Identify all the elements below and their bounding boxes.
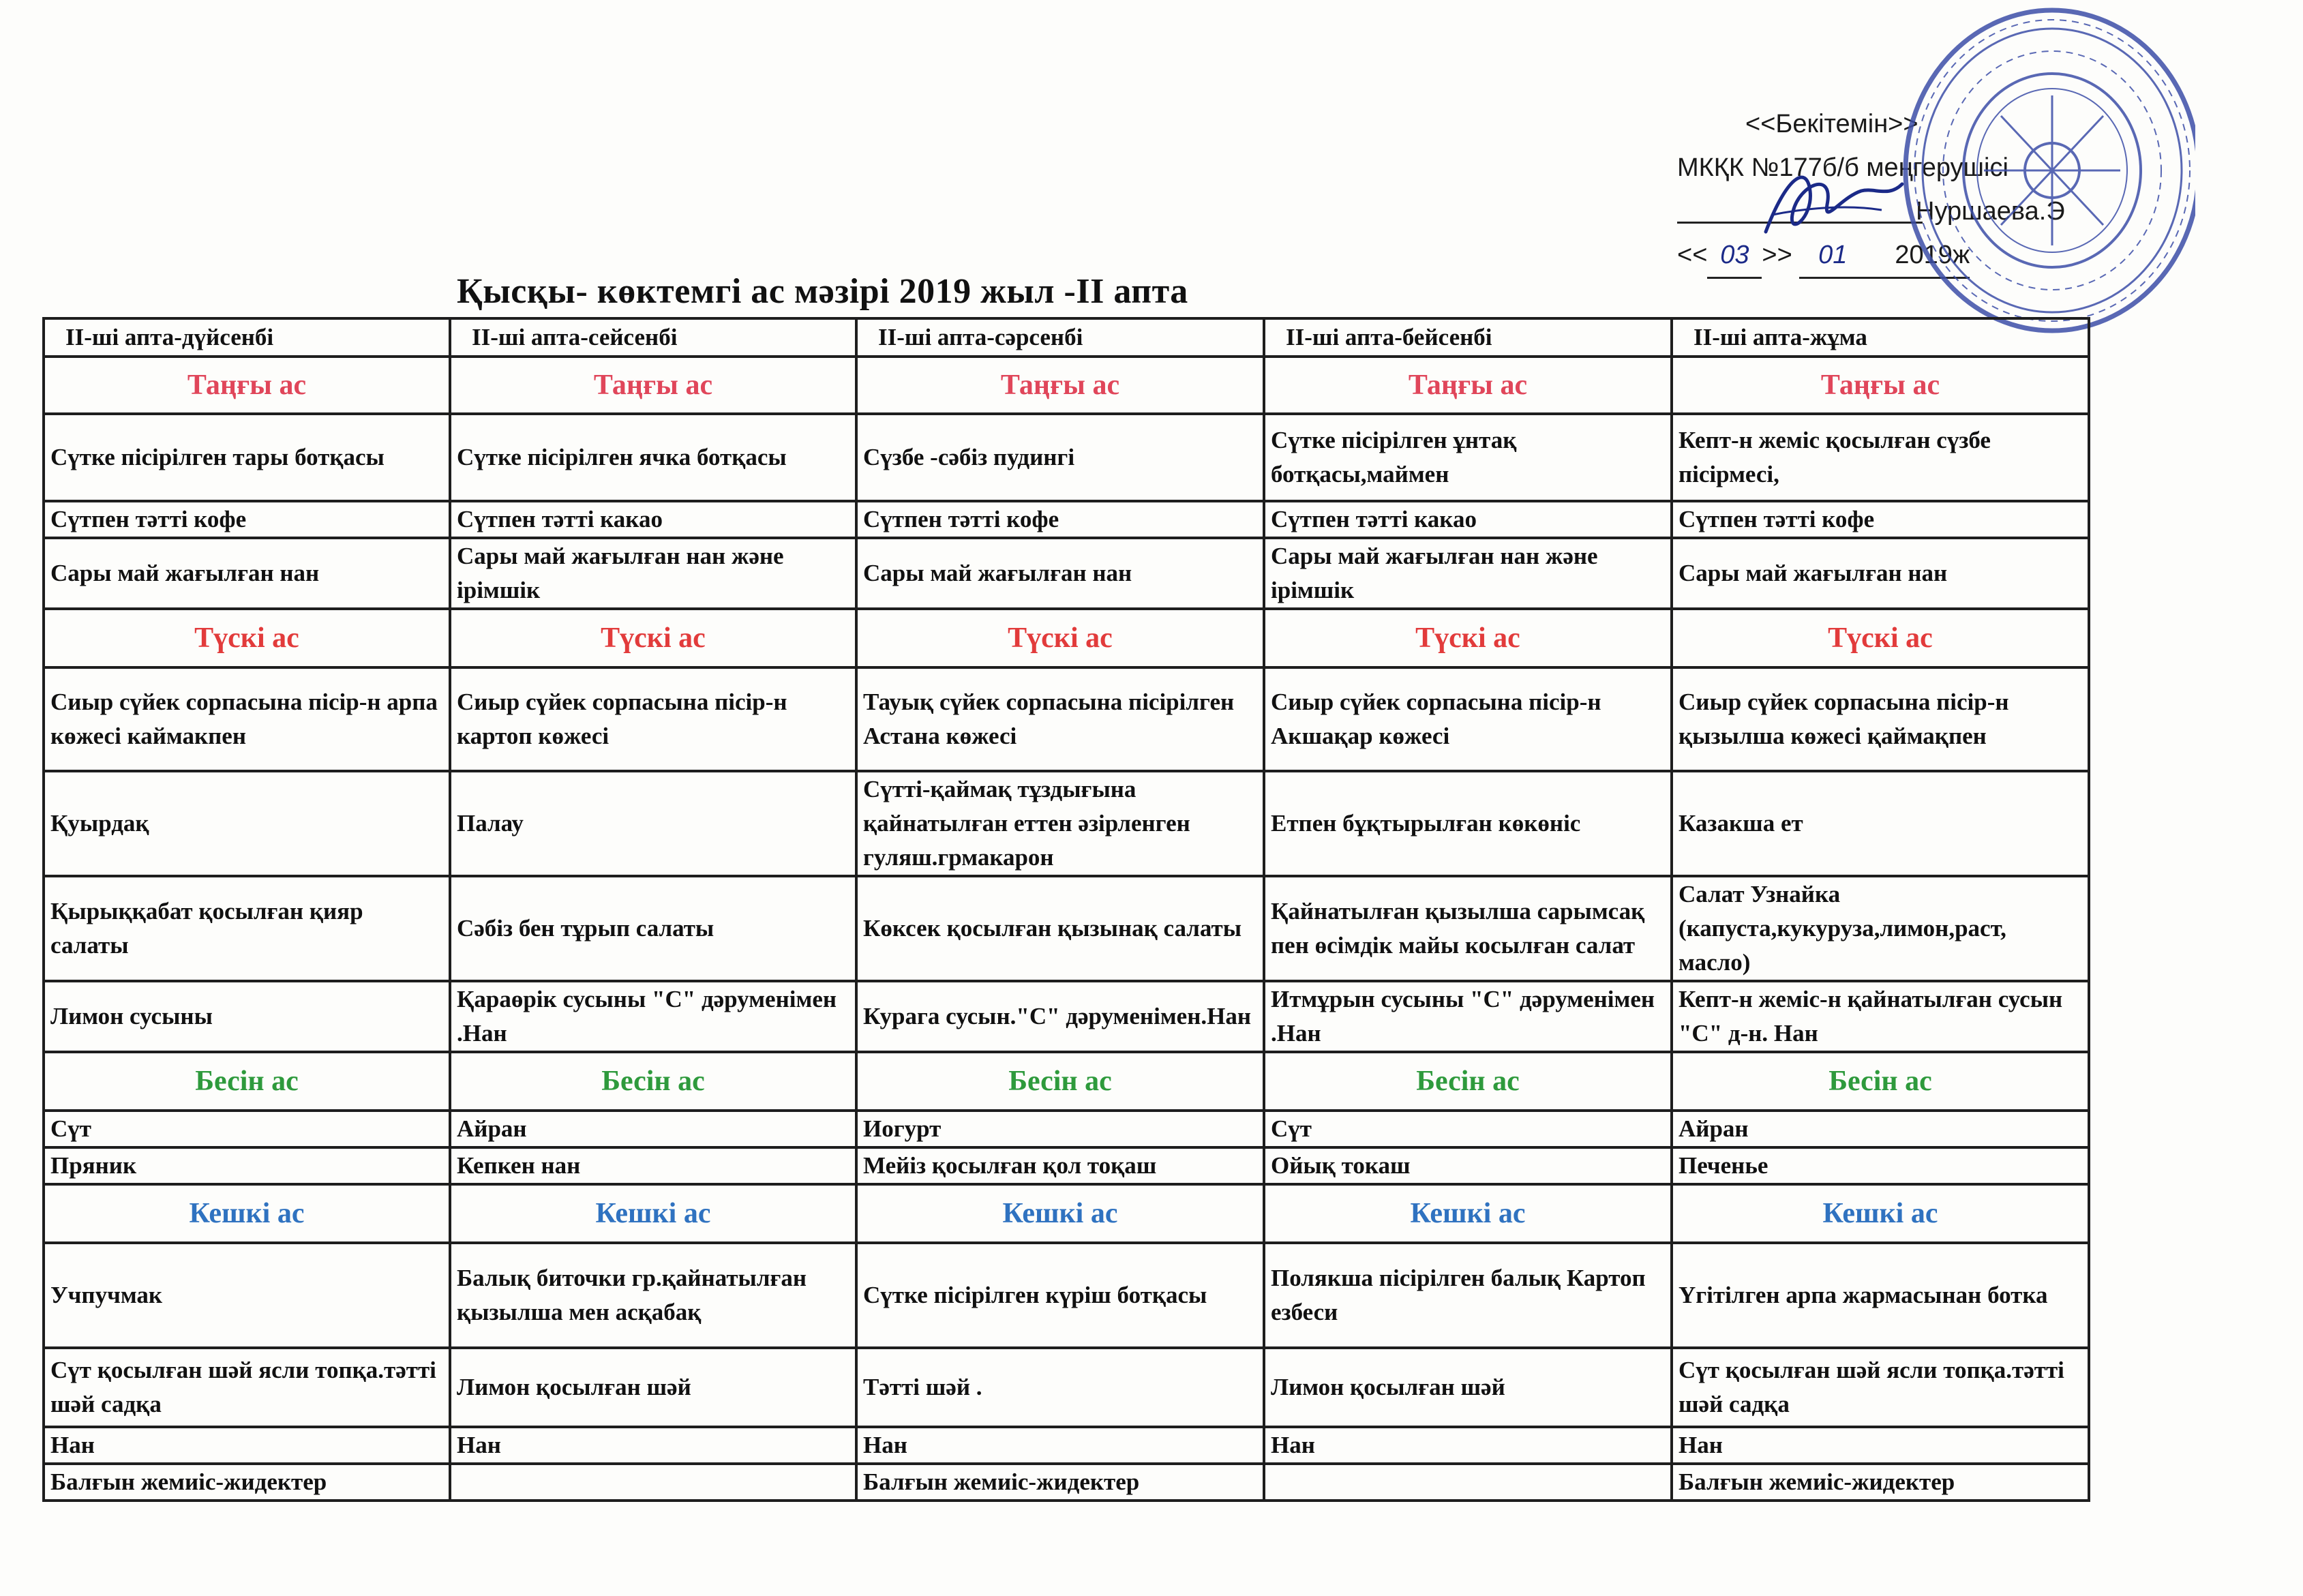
menu-cell: Сүт bbox=[44, 1111, 450, 1147]
menu-cell: Нан bbox=[450, 1427, 856, 1464]
meal-heading-cell: Таңғы ас bbox=[44, 357, 450, 414]
menu-row bbox=[44, 1348, 2089, 1427]
menu-cell: Етпен бұқтырылған көкөніс bbox=[1264, 771, 1672, 876]
date-year: 2019ж bbox=[1895, 241, 1970, 269]
menu-cell: Итмұрын сусыны "С" дәруменімен .Нан bbox=[1264, 981, 1672, 1052]
menu-cell: Палау bbox=[450, 771, 856, 876]
menu-cell: Кепкен нан bbox=[450, 1147, 856, 1184]
date-month: 01 bbox=[1818, 241, 1848, 269]
menu-cell: Лимон сусыны bbox=[44, 981, 450, 1052]
meal-heading-cell: Бесін ас bbox=[1264, 1052, 1672, 1111]
day-header-cell: II-ші апта-сейсенбі bbox=[450, 318, 856, 357]
meal-heading-row-lunch bbox=[44, 609, 2089, 667]
meal-heading-row-snack bbox=[44, 1052, 2089, 1111]
meal-heading-cell: Түскі ас bbox=[450, 609, 856, 667]
menu-cell: Сүт bbox=[1264, 1111, 1672, 1147]
menu-cell: Сары май жағылған нан және ірімшік bbox=[1264, 538, 1672, 609]
menu-cell: Нан bbox=[856, 1427, 1264, 1464]
menu-cell: Сары май жағылған нан bbox=[856, 538, 1264, 609]
menu-row bbox=[44, 771, 2089, 876]
menu-cell: Сүтпен тәтті кофе bbox=[1672, 501, 2089, 538]
meal-heading-cell: Кешкі ас bbox=[856, 1184, 1264, 1243]
meal-heading-cell: Кешкі ас bbox=[1264, 1184, 1672, 1243]
page-title: Қысқы- көктемгі ас мәзірі 2019 жыл -II апта bbox=[457, 272, 1188, 311]
menu-cell: Полякша пісірілген балық Картоп езбеси bbox=[1264, 1243, 1672, 1348]
menu-cell: Сүт қосылған шәй ясли топқа.тәтті шәй садқа bbox=[44, 1348, 450, 1427]
menu-cell: Пряник bbox=[44, 1147, 450, 1184]
menu-cell: Көксек қосылған қызынақ салаты bbox=[856, 876, 1264, 981]
menu-cell: Тауық сүйек сорпасына пісірілген Астана көжесі bbox=[856, 667, 1264, 771]
menu-cell: Сиыр сүйек сорпасына пісір-н арпа көжесі каймакпен bbox=[44, 667, 450, 771]
menu-cell: Кепт-н жеміс-н қайнатылған сусын "С" д-н. Нан bbox=[1672, 981, 2089, 1052]
menu-cell: Айран bbox=[1672, 1111, 2089, 1147]
menu-cell: Қырыққабат қосылған қияр салаты bbox=[44, 876, 450, 981]
menu-cell: Сары май жағылған нан bbox=[1672, 538, 2089, 609]
menu-cell: Айран bbox=[450, 1111, 856, 1147]
day-header-cell: II-ші апта-сәрсенбі bbox=[856, 318, 1264, 357]
menu-row bbox=[44, 667, 2089, 771]
menu-cell: Сүтпен тәтті какао bbox=[1264, 501, 1672, 538]
menu-row bbox=[44, 981, 2089, 1052]
menu-cell: Мейіз қосылған қол тоқаш bbox=[856, 1147, 1264, 1184]
menu-row bbox=[44, 876, 2089, 981]
menu-cell: Сүтті-қаймақ тұздығына қайнатылған еттен әзірленген гуляш.грмакарон bbox=[856, 771, 1264, 876]
menu-row bbox=[44, 414, 2089, 501]
day-header-cell: II-ші апта-жұма bbox=[1672, 318, 2089, 357]
meal-heading-cell: Таңғы ас bbox=[1672, 357, 2089, 414]
menu-cell: Нан bbox=[1672, 1427, 2089, 1464]
meal-heading-cell: Түскі ас bbox=[1264, 609, 1672, 667]
menu-cell: Балғын жемиіс-жидектер bbox=[1672, 1464, 2089, 1501]
menu-cell: Печенье bbox=[1672, 1147, 2089, 1184]
menu-row bbox=[44, 1111, 2089, 1147]
menu-cell: Балық биточки гр.қайнатылған қызылша мен асқабақ bbox=[450, 1243, 856, 1348]
menu-cell: Балғын жемиіс-жидектер bbox=[856, 1464, 1264, 1501]
menu-cell: Сиыр сүйек сорпасына пісір-н қызылша көжесі қаймақпен bbox=[1672, 667, 2089, 771]
meal-heading-cell: Таңғы ас bbox=[856, 357, 1264, 414]
meal-heading-cell: Түскі ас bbox=[856, 609, 1264, 667]
menu-cell: Нан bbox=[44, 1427, 450, 1464]
menu-cell: Лимон қосылған шәй bbox=[1264, 1348, 1672, 1427]
day-header-row bbox=[44, 318, 2089, 357]
meal-heading-cell: Түскі ас bbox=[1672, 609, 2089, 667]
menu-cell: Сары май жағылған нан және ірімшік bbox=[450, 538, 856, 609]
menu-cell: Сүтке пісірілген ячка ботқасы bbox=[450, 414, 856, 501]
date-open-quote: << bbox=[1677, 241, 1708, 269]
meal-heading-cell: Таңғы ас bbox=[450, 357, 856, 414]
meal-heading-cell: Түскі ас bbox=[44, 609, 450, 667]
menu-cell: Сары май жағылған нан bbox=[44, 538, 450, 609]
meal-heading-cell: Кешкі ас bbox=[44, 1184, 450, 1243]
menu-cell: Сүт қосылған шәй ясли топқа.тәтті шәй садқа bbox=[1672, 1348, 2089, 1427]
menu-cell: Тәтті шәй . bbox=[856, 1348, 1264, 1427]
menu-cell: Қайнатылған қызылша сарымсақ пен өсімдік майы косылған салат bbox=[1264, 876, 1672, 981]
approval-heading: <<Бекітемін>> bbox=[1745, 110, 1918, 138]
meal-heading-cell: Бесін ас bbox=[450, 1052, 856, 1111]
meal-heading-row-breakfast bbox=[44, 357, 2089, 414]
meal-heading-row-dinner bbox=[44, 1184, 2089, 1243]
menu-cell: Сүтпен тәтті кофе bbox=[44, 501, 450, 538]
menu-cell: Лимон қосылған шәй bbox=[450, 1348, 856, 1427]
day-header-cell: II-ші апта-бейсенбі bbox=[1264, 318, 1672, 357]
menu-cell: Балғын жемиіс-жидектер bbox=[44, 1464, 450, 1501]
menu-cell: Ойық токаш bbox=[1264, 1147, 1672, 1184]
menu-cell: Сүтке пісірілген тары ботқасы bbox=[44, 414, 450, 501]
menu-cell: Қараөрік сусыны "С" дәруменімен .Нан bbox=[450, 981, 856, 1052]
menu-cell: Салат Узнайка (капуста,кукуруза,лимон,раст, масло) bbox=[1672, 876, 2089, 981]
approval-signer-name: Нуршаева.Э bbox=[1664, 190, 2100, 233]
menu-cell: Иогурт bbox=[856, 1111, 1264, 1147]
day-header-cell: II-ші апта-дүйсенбі bbox=[44, 318, 450, 357]
menu-row bbox=[44, 501, 2089, 538]
approval-position: МКҚК №177б/б меңгерушісі bbox=[1677, 153, 2008, 182]
menu-row bbox=[44, 1427, 2089, 1464]
menu-cell: Сиыр сүйек сорпасына пісір-н Акшақар көжесі bbox=[1264, 667, 1672, 771]
menu-cell: Курага сусын."С" дәруменімен.Нан bbox=[856, 981, 1264, 1052]
menu-cell: Сүтпен тәтті кофе bbox=[856, 501, 1264, 538]
menu-cell: Сүтпен тәтті какао bbox=[450, 501, 856, 538]
menu-cell: Үгітілген арпа жармасынан ботка bbox=[1672, 1243, 2089, 1348]
meal-heading-cell: Таңғы ас bbox=[1264, 357, 1672, 414]
menu-cell bbox=[1264, 1464, 1672, 1501]
meal-heading-cell: Кешкі ас bbox=[450, 1184, 856, 1243]
menu-cell: Казакша ет bbox=[1672, 771, 2089, 876]
menu-cell: Қуырдақ bbox=[44, 771, 450, 876]
menu-cell: Сәбіз бен тұрып салаты bbox=[450, 876, 856, 981]
menu-cell bbox=[450, 1464, 856, 1501]
menu-cell: Нан bbox=[1264, 1427, 1672, 1464]
menu-table bbox=[42, 317, 2090, 1502]
menu-cell: Сиыр сүйек сорпасына пісір-н картоп көжесі bbox=[450, 667, 856, 771]
menu-row bbox=[44, 1243, 2089, 1348]
meal-heading-cell: Кешкі ас bbox=[1672, 1184, 2089, 1243]
meal-heading-cell: Бесін ас bbox=[44, 1052, 450, 1111]
meal-heading-cell: Бесін ас bbox=[856, 1052, 1264, 1111]
menu-row bbox=[44, 1464, 2089, 1501]
menu-cell: Учпучмак bbox=[44, 1243, 450, 1348]
meal-heading-cell: Бесін ас bbox=[1672, 1052, 2089, 1111]
menu-row bbox=[44, 1147, 2089, 1184]
menu-cell: Сүтке пісірілген күріш ботқасы bbox=[856, 1243, 1264, 1348]
menu-cell: Сүзбе -сәбіз пудингі bbox=[856, 414, 1264, 501]
menu-cell: Сүтке пісірілген ұнтақ ботқасы,маймен bbox=[1264, 414, 1672, 501]
menu-row bbox=[44, 538, 2089, 609]
date-day: 03 bbox=[1707, 233, 1762, 279]
menu-cell: Кепт-н жеміс қосылған сүзбе пісірмесі, bbox=[1672, 414, 2089, 501]
date-mid-quote: >> bbox=[1762, 241, 1792, 269]
